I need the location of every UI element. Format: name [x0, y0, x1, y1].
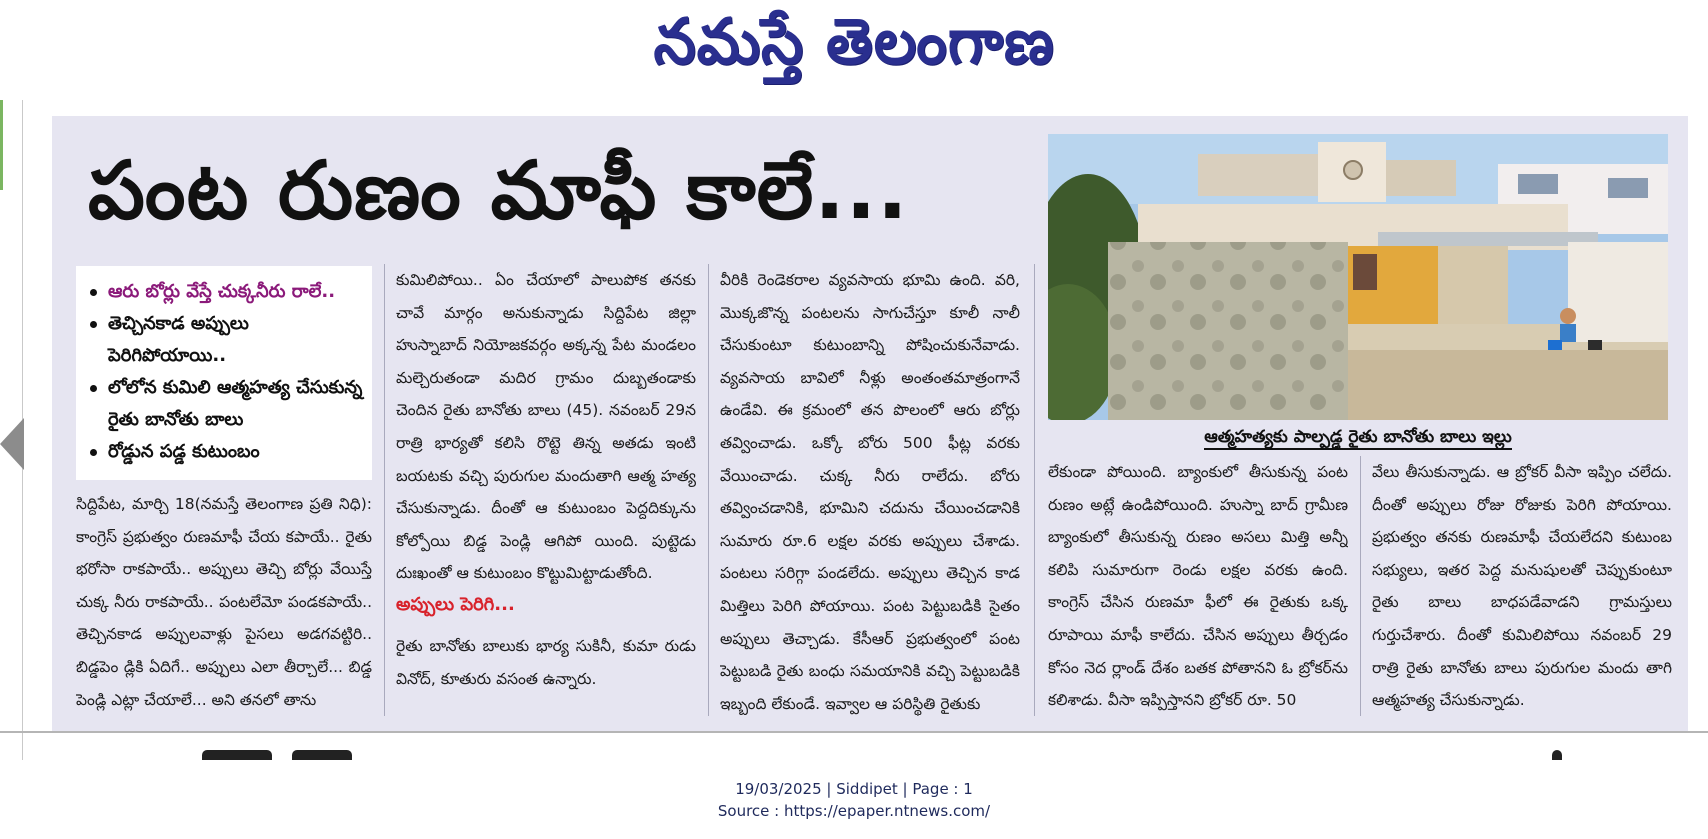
clipping-bottom-border: [0, 731, 1708, 733]
article-subhead: అప్పులు పెరిగి...: [396, 594, 515, 615]
cropped-text-fragment: [292, 750, 352, 760]
article-column-5: [1372, 456, 1672, 716]
article-paragraph: కుమిలిపోయి.. ఏం చేయాలో పాలుపోక తనకు చావే మార్గం అనుకున్నాడు సిద్దిపేట జిల్లా హుస్నాబాద్ నియోజకవర్గం అక్కన్న పేట మండలం మల్చెరుతండా మదిర గ్రామం దుబ్బతండాకు చెందిన రైతు బానోతు బాలు (45). నవంబర్ 29న రాత్రి భార్యతో కలిసి రొట్టె తిన్న అతడు ఇంటి బయటకు వచ్చి పురుగుల మందుతాగి ఆత్మ హత్య చేసుకున్నాడు. దీంతో ఆ కుటుంబం పెద్దదిక్కును కోల్పోయి బిడ్డ పెండ్లి ఆగిపో యింది. పుట్టెడు దుఃఖంతో ఆ కుటుంబం కొట్టుమిట్టాడుతోంది.: [396, 271, 696, 583]
column-divider: [1034, 264, 1035, 716]
article-paragraph: వీరికి రెండెకరాల వ్యవసాయ భూమి ఉంది. వరి, మొక్కజొన్న పంటలను సాగుచేస్తూ కూలీ నాలీ చేసుకుంటూ కుటుంబాన్ని పోషించుకునేవాడు. వ్యవసాయ బావిలో నీళ్లు అంతంతమాత్రంగానే ఉండేవి. ఈ క్రమంలో తన పొలంలో ఆరు బోర్లు తవ్వించాడు. ఒక్కో బోరు 500 ఫీట్ల వరకు వేయించాడు. చుక్క నీరు రాలేదు. బోరు తవ్వించడానికి, భూమిని చదును చేయించడానికి సుమారు రూ.6 లక్షల వరకు అప్పులు చేశాడు. పంటలు సరిగ్గా పండలేదు. అప్పులు తెచ్చిన కాడ మిత్తిలు పెరిగి పోయాయి. పంట పెట్టుబడికి సైతం అప్పులు తెచ్చాడు. కేసీఆర్ ప్రభుత్వంలో పంట పెట్టుబడి రైతు బంధు సమయానికి వచ్చి పెట్టుబడికి ఇబ్బంది లేకుండే. ఇవ్వాల ఆ పరిస్థితి రైతుకు: [720, 271, 1020, 713]
article-photo: [1048, 134, 1668, 420]
cropped-text-fragment: [1552, 750, 1562, 760]
photo-caption: ఆత్మహత్యకు పాల్పడ్డ రైతు బానోతు బాలు ఇల్లు: [1048, 424, 1668, 450]
previous-page-arrow-icon[interactable]: [0, 418, 24, 470]
article-paragraph: లేకుండా పోయింది. బ్యాంకులో తీసుకున్న పంట రుణం అట్లే ఉండిపోయింది. హుస్నా బాద్ గ్రామీణ బ్యాంకులో తీసుకున్న రుణం అసలు మిత్తి అన్నీ కలిపి సుమారుగా రెండు లక్షల వరకు ఉంది. కాంగ్రెస్ చేసిన రుణమా ఫీలో ఈ రైతుకు ఒక్క రూపాయి మాఫీ కాలేదు. చేసిన అప్పులు తీర్చడం కోసం నెద ర్లాండ్ దేశం బతక పోతానని ఓ బ్రోకర్‌ను కలిశాడు. వీసా ఇప్పిస్తానని బ్రోకర్ రూ. 50: [1048, 463, 1348, 710]
page-footer: [0, 778, 1708, 822]
article-paragraph: రైతు బానోతు బాలుకు భార్య సుకినీ, కుమా రుడు వినోద్, కూతురు వసంత ఉన్నారు.: [396, 637, 696, 688]
article-column-4: [1048, 456, 1348, 716]
article-column-1: [76, 488, 372, 716]
article-headline: పంట రుణం మాఫీ కాలే...: [88, 144, 909, 237]
adjacent-article-edge: [52, 750, 1688, 762]
house-photo-illustration: [1048, 134, 1668, 420]
highlight-item: ఆరు బోర్లు వేస్తే చుక్కనీరు రాలే..: [86, 276, 364, 308]
article-paragraph: వేలు తీసుకున్నాడు. ఆ బ్రోకర్ వీసా ఇప్పిం చలేదు. దీంతో అప్పులు రోజు రోజుకు పెరిగి పోయాయి. ప్రభుత్వం తనకు రుణమాఫీ చేయలేదని కుటుంబ సభ్యులు, ఇతర పెద్ద మనుషులతో చెప్పుకుంటూ రైతు బాలు బాధపడేవాడని గ్రామస్తులు గుర్తుచేశారు. దీంతో కుమిలిపోయి నవంబర్ 29 రాత్రి రైతు బానోతు బాలు పురుగుల మందు తాగి ఆత్మహత్య చేసుకున్నాడు.: [1372, 463, 1672, 710]
highlights-box: [76, 266, 372, 480]
highlights-list: [86, 276, 364, 468]
footer-source: Source : https://epaper.ntnews.com/: [717, 802, 991, 820]
highlight-item: తెచ్చినకాడ అప్పులు పెరిగిపోయాయి..: [86, 308, 364, 372]
column-divider: [1360, 456, 1361, 716]
adjacent-page-strip: [0, 100, 3, 190]
article-column-3: [720, 264, 1020, 716]
column-divider: [384, 264, 385, 716]
article-paragraph: సిద్దిపేట, మార్చి 18(నమస్తే తెలంగాణ ప్రతి నిధి): కాంగ్రెస్ ప్రభుత్వం రుణమాఫీ చేయ కపాయే.. రైతు భరోసా రాకపాయే.. అప్పులు తెచ్చి బోర్లు వేయిస్తే చుక్క నీరు రాకపాయే.. పంటలేమో పండకపాయే.. తెచ్చినకాడ అప్పులవాళ్లు పైసలు అడగవట్టిరి.. బిడ్డపెం డ్లికి ఏదిగే.. అప్పులు ఎలా తీర్చాలే... బిడ్డ పెండ్లి ఎట్లా చేయాలే... అని తనలో తాను: [76, 495, 372, 709]
masthead: [0, 4, 1708, 80]
footer-date-edition: 19/03/2025 | Siddipet | Page : 1: [735, 780, 973, 798]
column-divider: [708, 264, 709, 716]
highlight-item: లోలోన కుమిలి ఆత్మహత్య చేసుకున్న రైతు బానోతు బాలు: [86, 372, 364, 436]
page-edge: [0, 100, 26, 760]
highlight-item: రోడ్డున పడ్డ కుటుంబం: [86, 436, 364, 468]
newspaper-logo: నమస్తే తెలంగాణ: [653, 5, 1055, 79]
cropped-text-fragment: [202, 750, 272, 760]
article-column-2: [396, 264, 696, 716]
